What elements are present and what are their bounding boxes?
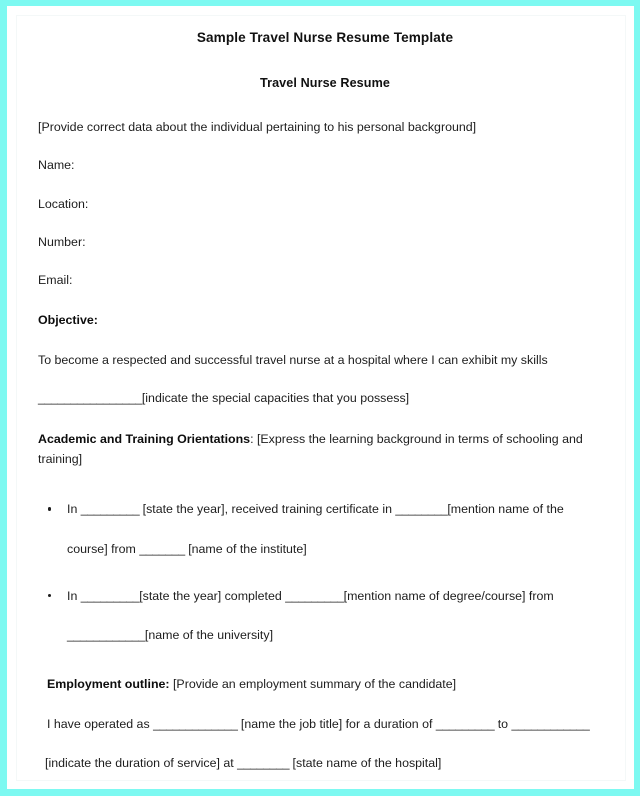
bullet-2-blank-3: ____________ bbox=[67, 628, 145, 643]
bullet-1-text-b: [state the year], received training certificate in bbox=[139, 502, 396, 517]
employment-line-1-b: [name the job title] for a duration of bbox=[237, 716, 436, 731]
list-item bbox=[38, 469, 612, 516]
academic-heading: Academic and Training Orientations bbox=[38, 432, 251, 447]
objective-blank-line bbox=[38, 367, 612, 405]
list-item bbox=[38, 556, 612, 603]
bullet-1-line2-a: course] from bbox=[67, 541, 140, 556]
employment-line-1-c: to bbox=[494, 716, 512, 731]
employment-line-2-a: [indicate the duration of service] at bbox=[45, 755, 238, 770]
employment-line-1-a: I have operated as bbox=[47, 716, 154, 731]
bullet-dot-icon bbox=[48, 507, 51, 510]
bullet-1-line2-b: [name of the institute] bbox=[184, 541, 307, 556]
employment-blank-4: ________ bbox=[237, 755, 290, 770]
employment-line-2 bbox=[38, 731, 612, 770]
intro-instruction: [Provide correct data about the individual pertaining to his personal background] bbox=[38, 120, 477, 134]
employment-heading-block bbox=[38, 642, 612, 691]
employment-blank-2: _________ bbox=[435, 716, 495, 731]
bullet-2-blank-2: _________ bbox=[285, 588, 344, 603]
academic-separator: : bbox=[250, 432, 257, 447]
bullet-1-blank-1: _________ bbox=[80, 502, 140, 517]
bullet-dot-icon bbox=[48, 594, 51, 597]
field-label-location: Location: bbox=[38, 196, 89, 211]
employment-blank-3: ____________ bbox=[511, 716, 590, 731]
field-label-name: Name: bbox=[38, 158, 75, 173]
field-label-email: Email: bbox=[38, 273, 73, 288]
bullet-1-blank-2: ________ bbox=[395, 502, 448, 517]
objective-blank: ________________ bbox=[38, 390, 142, 405]
bullet-2-blank-1: _________ bbox=[80, 588, 140, 603]
bullet-2-text-a: In bbox=[67, 588, 81, 603]
academic-note: [Express the learning background in terms of schooling and training] bbox=[38, 432, 583, 467]
bullet-2-text-c: [mention name of degree/course] from bbox=[343, 588, 554, 603]
objective-text: To become a respected and successful travel nurse at a hospital where I can exhibit my skills bbox=[38, 352, 548, 367]
bullet-1-text-a: In bbox=[67, 502, 81, 517]
objective-heading: Objective: bbox=[38, 313, 98, 328]
list-item-continuation bbox=[38, 603, 612, 642]
employment-heading: Employment outline: bbox=[47, 677, 170, 692]
employment-line-1 bbox=[38, 692, 612, 731]
document-subtitle: Travel Nurse Resume bbox=[259, 76, 390, 90]
bullet-2-line2-b: [name of the university] bbox=[144, 628, 274, 643]
objective-blank-note: [indicate the special capacities that you possess] bbox=[141, 390, 410, 405]
document-body bbox=[7, 6, 634, 789]
employment-note: [Provide an employment summary of the candidate] bbox=[169, 677, 457, 692]
list-item-continuation bbox=[38, 517, 612, 556]
page-title: Sample Travel Nurse Resume Template bbox=[196, 30, 454, 45]
academic-bullet-list bbox=[38, 469, 612, 642]
bullet-2-text-b: [state the year] completed bbox=[139, 588, 286, 603]
employment-blank-1: _____________ bbox=[153, 716, 238, 731]
academic-heading-block bbox=[38, 405, 612, 469]
bullet-1-blank-3: _______ bbox=[139, 541, 185, 556]
document-sheet bbox=[7, 6, 634, 789]
field-label-number: Number: bbox=[38, 234, 86, 249]
employment-line-2-b: [state name of the hospital] bbox=[289, 755, 442, 770]
bullet-1-text-c: [mention name of the bbox=[447, 502, 564, 517]
